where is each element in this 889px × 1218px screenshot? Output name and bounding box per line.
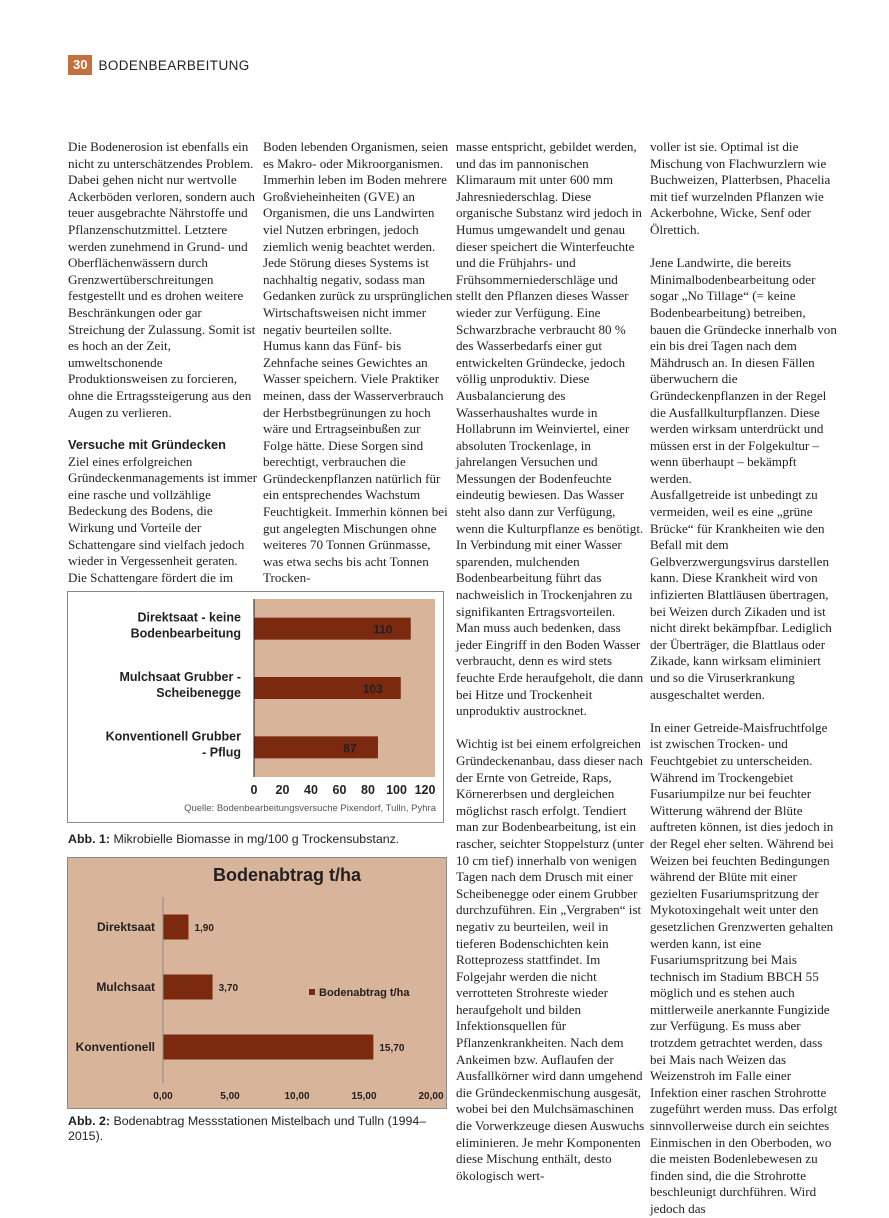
paragraph: Humus kann das Fünf- bis Zehnfache seines Gewichtes an Wasser speichern. Viele Praktiker meinen, dass der Wasserverbrauch der Herbstbegrünungen zu hoch wäre und Ertragseinbußen zur Folge hätte. Diese Sorgen sind berechtigt, verbrauchen die Gründeckenpflanzen natürlich für ein entsprechendes Wachstum Feuchtigkeit. Immerhin können bei gut angelegten Mischungen ohne weiteres 70 Tonnen Grünmasse, was etwa sechs bis acht Tonnen Trocken- [263,338,448,586]
legend-swatch [309,989,315,995]
category-label-line: Direktsaat - keine [137,610,241,625]
caption-label: Abb. 2: [68,1114,110,1128]
caption-text: Mikrobielle Biomasse in mg/100 g Trockensubstanz. [110,832,400,846]
data-label: 15,70 [379,1043,405,1054]
x-tick-label: 20 [275,783,290,797]
figure-caption-2 [68,1114,448,1144]
category-label-line: Bodenbearbeitung [130,626,241,641]
page-number: 30 [68,55,92,75]
text-column-4 [650,139,840,1218]
legend-label: Bodenabtrag t/ha [319,987,410,999]
category-label: Mulchsaat [96,980,155,994]
x-tick-label: 60 [332,783,347,797]
figure-soil-erosion [67,857,447,1109]
bar [254,736,378,758]
data-label: 3,70 [218,983,239,994]
category-label-line: Konventionell Grubber [105,729,241,744]
paragraph: In einer Getreide-Maisfruchtfolge ist zwischen Trocken- und Feuchtgebiet zu unterscheiden. Während im Trockengebiet Fusariumpilze nur bei feuchter Witterung während der Blüte auftreten können, ist dies jedoch in der Regel eher selten. Während bei Weizen bei feuchten Bedingungen während der Blüte mit einer gezielten Fusariumspritzung der Mykotoxingehalt weit unter den gesetzlichen Grenzwerten gehalten werden kann, ist eine Fusariumspritzung bei Mais technisch im Stadium BBCH 55 möglich und es stehen auch mittlerweile anerkannte Fungizide zur Verfügung. Es muss aber trotzdem getrachtet werden, dass bei Mais nach Weizen das Weizenstroh im Falle einer Infektion einer raschen Strohrotte zugeführt werden muss. Das erfolgt sinnvollerweise durch ein seichtes Einmischen in den Oberboden, wo die meisten Bodenlebewesen zu finden sind, die die Strohrotte beschleunigt durchführen. Wird jedoch das [650,719,838,1216]
data-label: 103 [362,682,383,696]
section-title: BODENBEARBEITUNG [98,57,250,73]
category-label: Direktsaat [96,920,155,934]
paragraph: Wichtig ist bei einem erfolgreichen Gründeckenanbau, dass dieser nach der Ernte von Getreide, Raps, Körnererbsen und dergleichen möglichst rasch erfolgt. Tendiert man zur Bodenbearbeitung, ist ein rascher, seichter Stoppelsturz (unter 10 cm tief) innerhalb von wenigen Tagen nach dem Drusch mit einer Scheibenegge oder einem Grubber durchzuführen. Ein „Vergraben“ ist negativ zu beurteilen, weil in tieferen Bodenschichten kein Rotteprozess stattfindet. Im Folgejahr werden die nicht verrotteten Strohreste wieder heraufgeholt und bilden Infektionsquellen für Pflanzenkrankheiten. Nach dem Ankeimen bzw. Auflaufen der Ausfallkörner wird dann umgehend die Gründeckenmischung ausgesät, wobei bei den Mulchsämaschinen die Vorwerkzeuge diesen Auswuchs eliminieren. Je mehr Komponenten diese Mischung enthält, desto ökologisch wert- [456,736,645,1183]
paragraph: Ziel eines erfolgreichen Gründeckenmanagements ist immer eine rasche und vollzählige Bedeckung des Bodens, die Wirkung und Vorteile der Schattengare sind vielfach jedoch wieder in Vergessenheit geraten. Die Schattengare fördert die im [68,453,258,585]
x-tick-label: 0,00 [153,1091,173,1102]
x-tick-label: 40 [304,783,318,797]
paragraph: masse entspricht, gebildet werden, und das im pannonischen Klimaraum mit unter 600 mm Jahresniederschlag. Diese organische Substanz wird jedoch in Humus umgewandelt und genau dieser speichert die Winterfeuchte und die Frühjahrs- und Frühsommerniederschläge und stellt den Pflanzen dieses Wasser wieder zur Verfügung. Eine Schwarzbrache verbraucht 80 % des Wasserbedarfs einer gut entwickelten Gründecke, jedoch völlig unproduktiv. Diese Ausbalancierung des Wasserhaushaltes wurde in Hollabrunn im Weinviertel, einer absoluten Trockenlage, in jahrelangen Versuchen und Messungen der Bodenfeuchte eindeutig bewiesen. Das Wasser steht also dann zur Verfügung, wenn die Kulturpflanze es benötigt. In Verbindung mit einer Wasser sparenden, mulchenden Bodenbearbeitung führt das nachweislich in Trockenjahren zu signifikanten Ertragsvorteilen. [456,139,644,619]
bar-chart-microbial-biomass [67,591,444,823]
paragraph: voller ist sie. Optimal ist die Mischung von Flachwurzlern wie Buchweizen, Platterbsen, Phacelia mit tief wurzelnden Pflanzen wie Ackerbohne, Wicke, Senf oder Ölrettich. [650,139,831,237]
category-label-line: - Pflug [202,745,241,760]
paragraph: Boden lebenden Organismen, seien es Makro- oder Mikroorganismen. Immerhin leben im Boden mehrere Großvieheinheiten (GVE) an Organismen, die uns Landwirten viel Nutzen erbringen, jedoch ziemlich wenig beachtet werden. Jede Störung dieses Systems ist nachhaltig negativ, sodass man Gedanken zurück zu ursprünglichen Wirtschaftsweisen nicht immer negativ beurteilen sollte. [263,139,453,337]
x-tick-label: 20,00 [418,1091,444,1102]
category-label-line: Scheibenegge [156,686,241,700]
bar [163,975,213,1000]
bar [163,915,188,940]
figure-caption-1 [68,832,448,847]
paragraph: Die Bodenerosion ist ebenfalls ein nicht zu unterschätzendes Problem. Dabei gehen nicht nur wertvolle Ackerböden verloren, sondern auch teuer ausgebrachte Nährstoffe und Pflanzenschutzmittel. Letztere werden zunehmend in Grund- und Oberflächenwässern durch Grenzwertüberschreitungen festgestellt und es drohen weitere Beschränkungen oder gar Streichung der Zulassung. Somit ist es hoch an der Zeit, umweltschonende Produktionsweisen zu forcieren, ohne die Ertragssteigerung aus den Augen zu verlieren. [68,139,256,420]
caption-label: Abb. 1: [68,832,110,846]
x-tick-label: 120 [414,783,436,797]
chart-source: Quelle: Bodenbearbeitungsversuche Pixendorf, Tulln, Pyhra [184,803,436,814]
x-tick-label: 5,00 [220,1091,240,1102]
paragraph: Ausfallgetreide ist unbedingt zu vermeiden, weil es eine „grüne Brücke“ für Krankheiten wie den Befall mit dem Gelbverzwergungsvirus darstellen kann. Diese Krankheit wird von infizierten Blattläusen übertragen, bei Weizen durch Zikaden und ist nicht direkt bekämpfbar. Lediglich der Überträger, die Blattlaus oder Zikade, kann wirksam eliminiert und so die Viruserkrankung ausgeschaltet werden. [650,487,832,702]
subheading: Versuche mit Gründecken [68,437,226,453]
text-column-3 [456,139,646,1184]
x-tick-label: 0 [250,783,258,797]
data-label: 1,90 [194,923,214,934]
x-tick-label: 15,00 [351,1091,377,1102]
category-label-line: Mulchsaat Grubber - [119,670,241,684]
text-column-2 [263,139,453,587]
x-tick-label: 80 [361,783,375,797]
data-label: 110 [373,622,393,637]
category-label: Konventionell [75,1040,155,1054]
figure-microbial-biomass [67,591,444,823]
x-tick-label: 100 [386,783,407,797]
x-tick-label: 10,00 [284,1091,310,1102]
chart-title: Bodenabtrag t/ha [212,865,362,885]
paragraph: Jene Landwirte, die bereits Minimalbodenbearbeitung oder sogar „No Tillage“ (= keine Bodenbearbeitung) betreiben, bauen die Gründecke innerhalb von ein bis drei Tagen nach dem Mähdrusch an. In diesen Fällen überwuchern die Gründeckenpflanzen in der Regel die Ausfallkulturpflanzen. Diese werden wirksam unterdrückt und müssen erst in der Folgekultur – wenn überhaupt – bekämpft werden. [650,255,837,486]
paragraph: Man muss auch bedenken, dass jeder Eingriff in den Boden Wasser verbraucht, denn es wird stets feuchte Erde heraufgeholt, die dann bei Hitze und Trockenheit unproduktiv austrocknet. [456,620,644,719]
page-header [68,55,250,75]
bar [163,1035,373,1060]
bar-chart-soil-erosion [67,857,447,1109]
text-column-1 [68,139,258,586]
caption-text: Bodenabtrag Messstationen Mistelbach und Tulln (1994–2015). [68,1114,427,1143]
data-label: 87 [343,741,357,756]
